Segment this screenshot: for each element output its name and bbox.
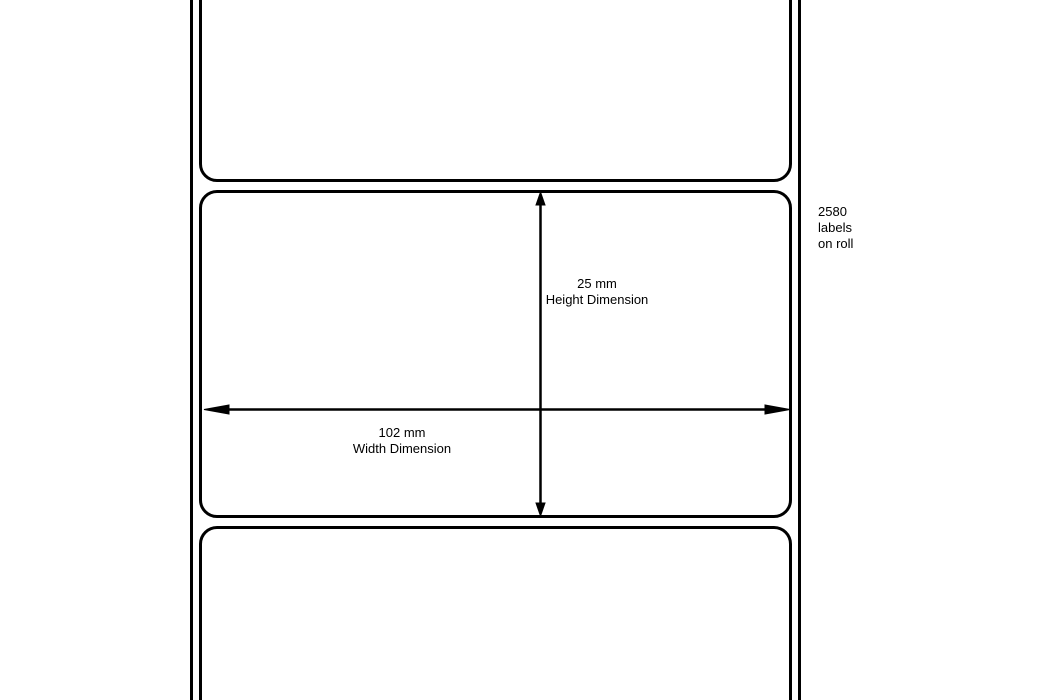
label-blank-middle <box>199 190 792 518</box>
width-dimension-label: Width Dimension <box>352 441 452 456</box>
label-blank-bottom <box>199 526 792 700</box>
roll-count-value: 2580 <box>818 204 847 219</box>
roll-left-edge <box>190 0 193 700</box>
width-dimension-value: 102 mm <box>378 425 426 440</box>
width-dimension-text <box>302 425 502 457</box>
height-dimension-value: 25 mm <box>577 276 617 291</box>
roll-count-line2: labels <box>818 220 852 235</box>
roll-right-edge <box>798 0 801 700</box>
height-dimension-label: Height Dimension <box>545 292 649 307</box>
label-blank-top <box>199 0 792 182</box>
height-dimension-text <box>497 276 697 308</box>
roll-count-line3: on roll <box>818 236 854 251</box>
roll-count-note <box>818 204 853 252</box>
